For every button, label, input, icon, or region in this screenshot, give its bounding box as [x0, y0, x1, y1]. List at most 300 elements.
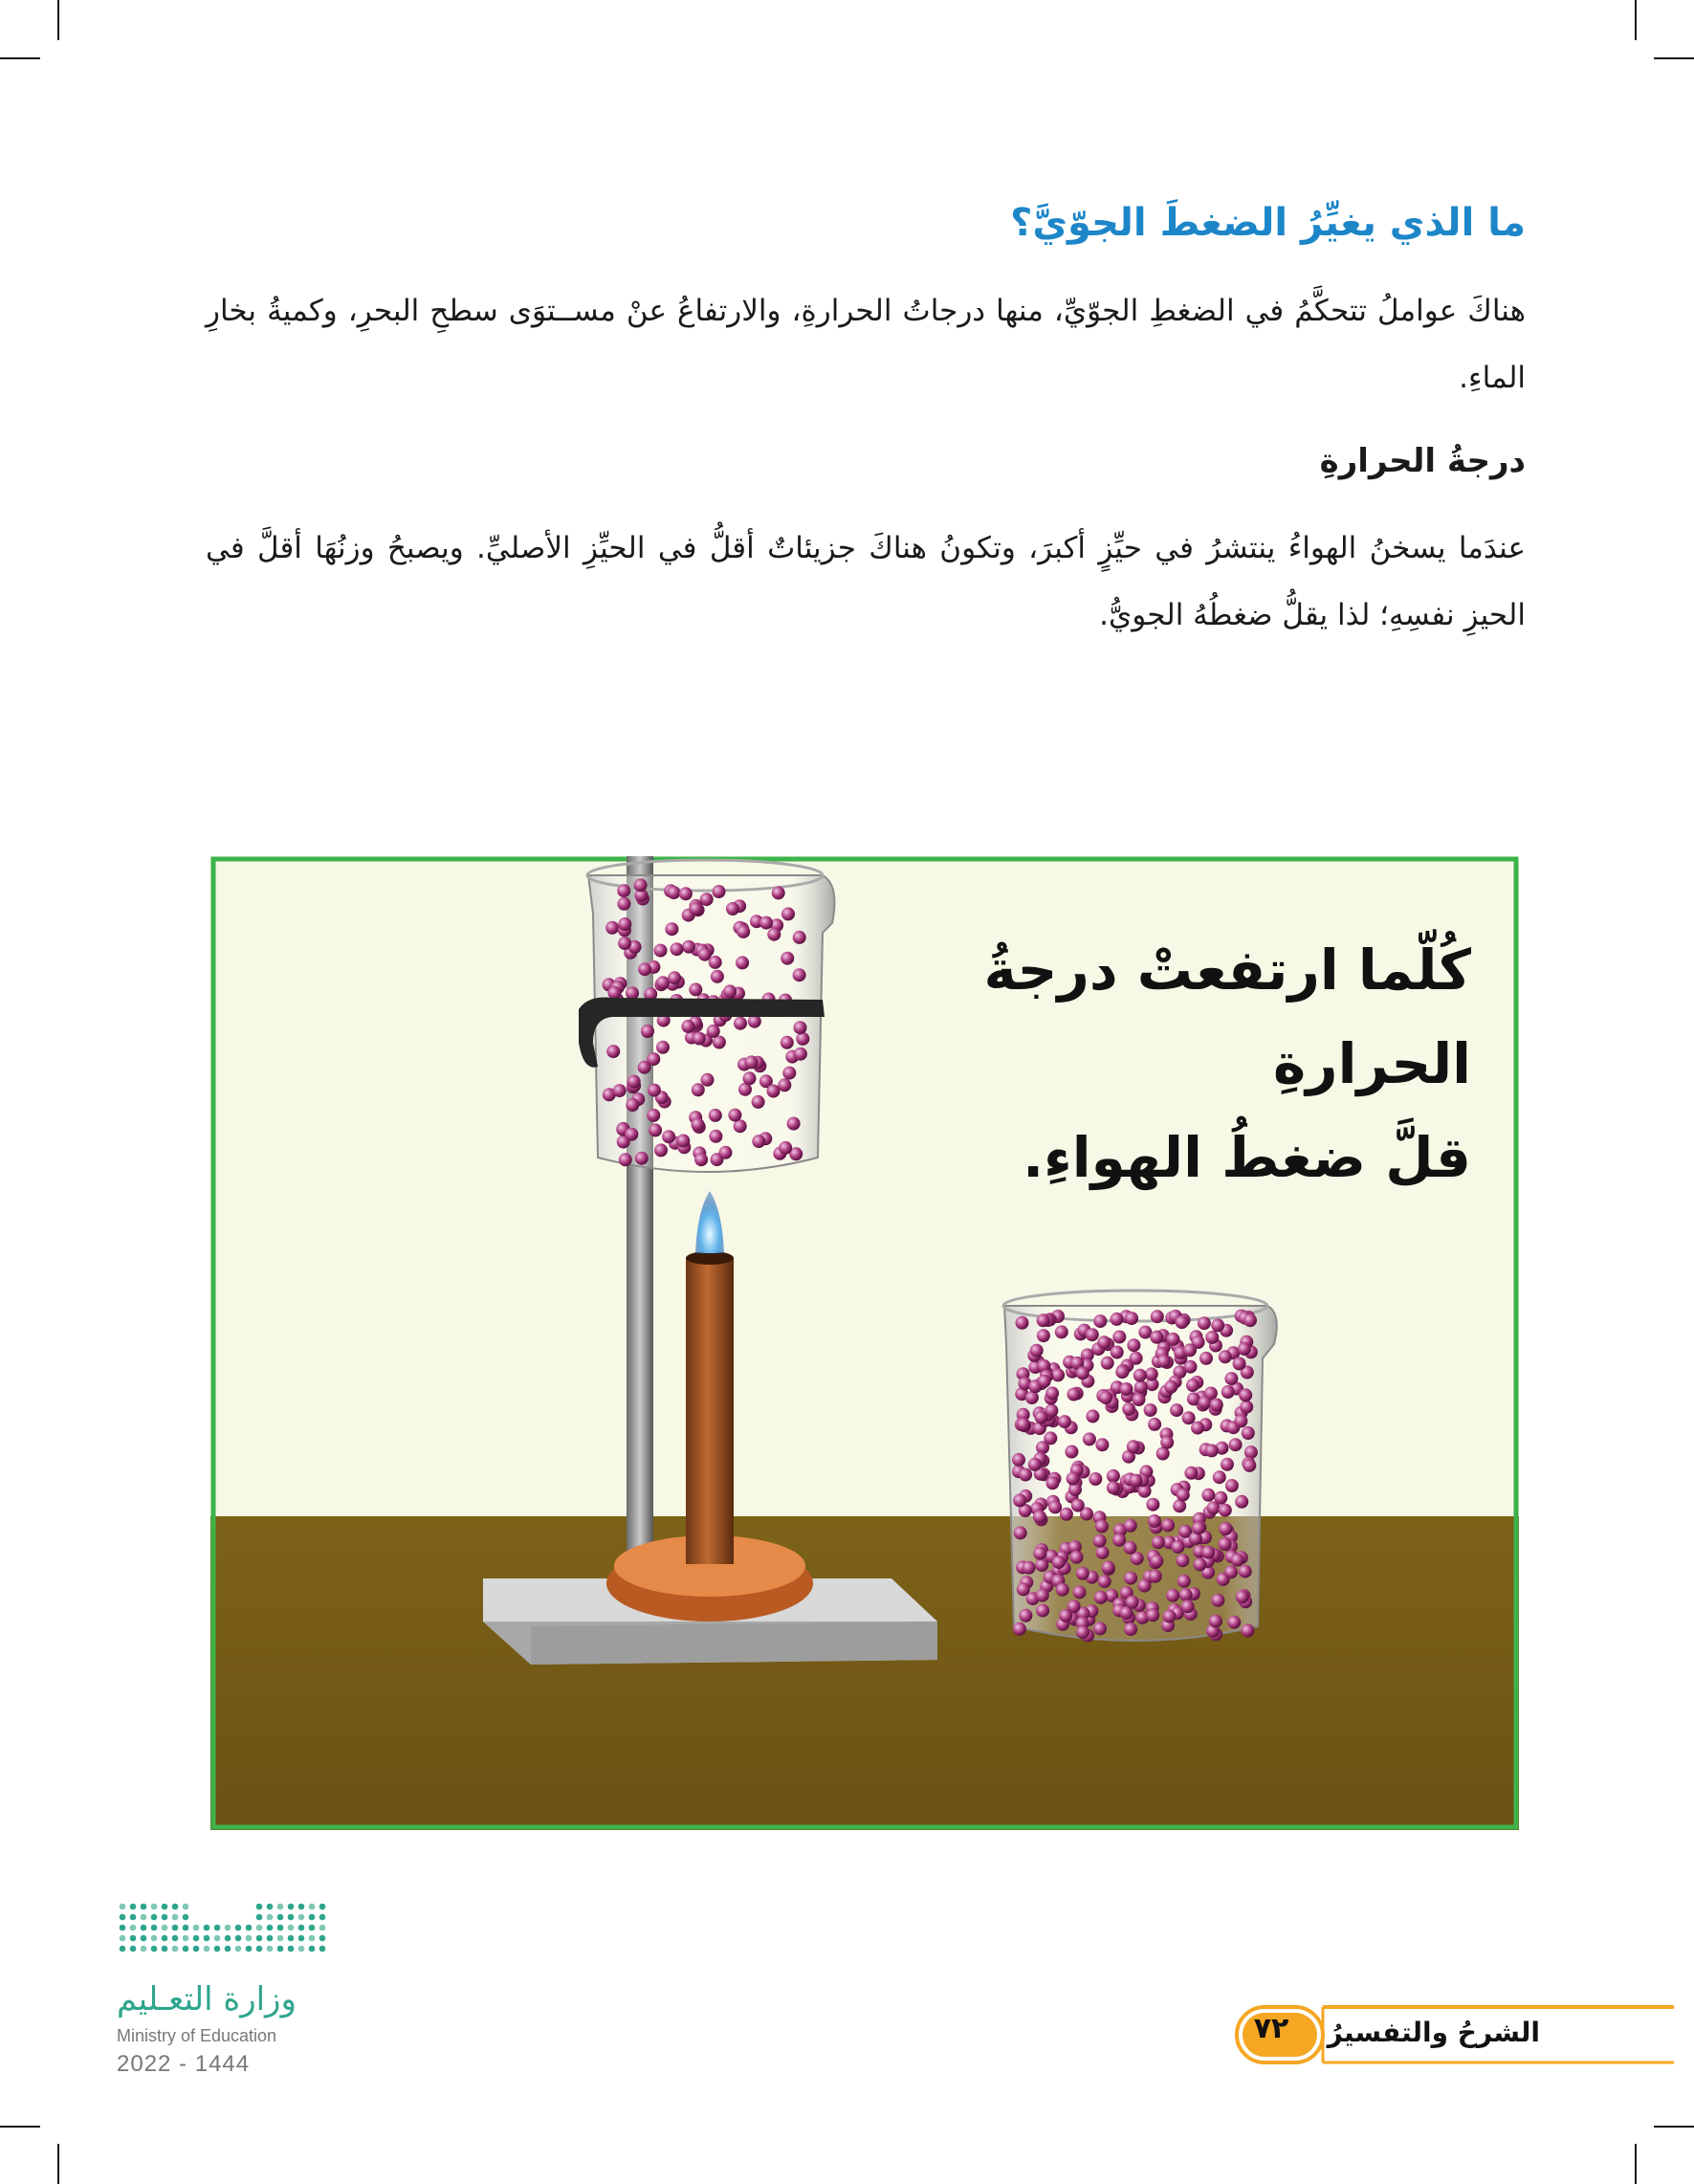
molecule	[1052, 1555, 1066, 1569]
callout-line-1: كُلّما ارتفعتْ درجةُ الحرارةِ	[983, 938, 1471, 1096]
logo-dot	[319, 1925, 326, 1931]
logo-dot	[172, 1946, 179, 1952]
molecule	[1067, 1388, 1081, 1401]
molecule	[1083, 1432, 1096, 1445]
molecule	[1067, 1472, 1080, 1486]
molecule	[1124, 1572, 1137, 1585]
molecule	[1205, 1331, 1219, 1344]
molecule	[1183, 1343, 1197, 1357]
logo-dot	[298, 1946, 305, 1952]
molecule	[1161, 1518, 1175, 1532]
molecule	[1211, 1594, 1224, 1607]
logo-dot	[120, 1904, 126, 1910]
logo-dot	[162, 1935, 168, 1942]
molecule	[1044, 1431, 1057, 1445]
molecule	[1045, 1476, 1059, 1489]
molecule	[1033, 1511, 1046, 1524]
molecule	[1227, 1616, 1241, 1629]
molecule	[1095, 1438, 1109, 1451]
molecule	[679, 887, 693, 900]
logo-dot	[141, 1946, 147, 1952]
molecule	[1120, 1382, 1133, 1396]
logo-dot	[193, 1935, 200, 1942]
molecule	[1016, 1316, 1029, 1330]
molecule	[1094, 1591, 1108, 1604]
logo-dot	[267, 1925, 274, 1931]
molecule	[665, 922, 678, 936]
molecule	[1144, 1403, 1157, 1417]
molecule	[1097, 1335, 1111, 1349]
molecule	[1164, 1380, 1177, 1394]
molecule	[1134, 1380, 1148, 1394]
molecule	[1045, 1386, 1059, 1400]
molecule	[709, 1109, 722, 1122]
logo-dot	[309, 1935, 316, 1942]
molecule	[1086, 1328, 1099, 1341]
molecule	[1150, 1331, 1163, 1344]
molecule	[1198, 1316, 1211, 1330]
logo-dot	[256, 1946, 263, 1952]
molecule	[781, 907, 795, 920]
logo-dot	[309, 1925, 316, 1931]
logo-dot	[277, 1925, 284, 1931]
molecule	[671, 942, 684, 956]
logo-dot	[319, 1914, 326, 1921]
molecule	[1076, 1567, 1089, 1580]
logo-dot	[183, 1925, 189, 1931]
molecule	[1138, 1326, 1152, 1339]
molecule	[1076, 1366, 1089, 1379]
molecule	[1148, 1514, 1161, 1528]
logo-dot	[130, 1914, 137, 1921]
logo-dot	[130, 1946, 137, 1952]
molecule	[1219, 1522, 1232, 1535]
molecule	[626, 986, 639, 1000]
molecule	[723, 984, 737, 998]
molecule	[1221, 1385, 1235, 1399]
logo-dot	[277, 1914, 284, 1921]
logo-dot	[288, 1946, 295, 1952]
molecule	[1112, 1533, 1126, 1547]
molecule	[656, 976, 670, 989]
logo-dot	[246, 1946, 253, 1952]
molecule	[1177, 1575, 1191, 1588]
molecule	[690, 902, 703, 916]
logo-dot	[235, 1935, 242, 1942]
molecule	[1152, 1535, 1165, 1549]
logo-dot	[193, 1925, 200, 1931]
logo-dot	[319, 1935, 326, 1942]
molecule	[728, 1109, 741, 1122]
intro-paragraph: هناكَ عواملُ تتحكَّمُ في الضغطِ الجوّيِّ، منها درجاتُ الحرارةِ، والارتفاعُ عنْ مســتوَى سطحِ البحرِ، وكميةُ بخارِ الماءِ.	[206, 294, 1526, 395]
molecule	[682, 940, 695, 954]
molecule	[1095, 1520, 1109, 1533]
molecule	[1176, 1315, 1189, 1329]
molecule	[1166, 1333, 1179, 1346]
molecule	[719, 1146, 733, 1159]
molecule	[1235, 1495, 1248, 1509]
logo-dot	[225, 1935, 231, 1942]
molecule	[1030, 1344, 1044, 1357]
molecule	[1192, 1521, 1205, 1534]
logo-dot	[151, 1925, 158, 1931]
section-heading: ما الذي يغيِّرُ الضغطَ الجوّيَّ؟	[1010, 201, 1526, 245]
logo-dot	[183, 1904, 189, 1910]
molecule	[1244, 1445, 1258, 1459]
molecule	[1124, 1541, 1137, 1555]
crop-mark	[1635, 0, 1637, 40]
molecule	[1096, 1546, 1110, 1559]
molecule	[638, 962, 651, 976]
molecule	[1242, 1426, 1255, 1440]
crop-mark	[1654, 2126, 1694, 2128]
logo-dot	[309, 1914, 316, 1921]
molecule	[662, 1130, 675, 1143]
molecule	[1037, 1329, 1050, 1342]
molecule	[1133, 1393, 1146, 1406]
logo-dot	[151, 1904, 158, 1910]
logo-dot	[225, 1925, 231, 1931]
logo-dot	[120, 1914, 126, 1921]
molecule	[1093, 1621, 1107, 1635]
logo-dot	[319, 1946, 326, 1952]
molecule	[1184, 1467, 1198, 1480]
logo-dot	[204, 1946, 210, 1952]
molecule	[711, 970, 724, 983]
molecule	[1177, 1489, 1190, 1502]
molecule	[1093, 1534, 1107, 1548]
molecule	[1056, 1583, 1069, 1597]
molecule	[1172, 1540, 1185, 1554]
molecule	[692, 1118, 705, 1132]
logo-dot	[288, 1904, 295, 1910]
ministry-logo-icon	[115, 1899, 335, 1975]
molecule	[1019, 1609, 1032, 1622]
logo-dot	[298, 1925, 305, 1931]
molecule	[1111, 1346, 1124, 1359]
molecule	[1037, 1313, 1050, 1327]
logo-dot	[267, 1914, 274, 1921]
molecule	[1239, 1565, 1252, 1578]
molecule	[1240, 1401, 1253, 1414]
molecule	[736, 956, 749, 969]
molecule	[1243, 1459, 1256, 1472]
molecule	[1148, 1418, 1161, 1431]
molecule	[1236, 1590, 1249, 1603]
molecule	[1199, 1352, 1213, 1365]
logo-dot	[225, 1946, 231, 1952]
molecule	[1028, 1458, 1042, 1471]
logo-dot	[235, 1925, 242, 1931]
molecule	[693, 1032, 706, 1046]
molecule	[1181, 1599, 1195, 1613]
logo-dot	[162, 1904, 168, 1910]
molecule	[1239, 1388, 1252, 1401]
molecule	[1036, 1589, 1049, 1602]
molecule	[726, 902, 739, 916]
logo-dot	[277, 1935, 284, 1942]
molecule	[767, 928, 781, 941]
crop-mark	[1635, 2144, 1637, 2184]
molecule	[1058, 1415, 1071, 1428]
molecule	[1125, 1312, 1138, 1325]
molecule	[1014, 1526, 1027, 1539]
molecule	[1145, 1367, 1158, 1380]
molecule	[1035, 1411, 1048, 1424]
molecule	[681, 1020, 694, 1033]
molecule	[1205, 1444, 1219, 1457]
molecule	[647, 1109, 660, 1122]
molecule	[737, 925, 750, 938]
molecule	[1070, 1551, 1084, 1564]
molecule	[1186, 1379, 1199, 1392]
logo-dot	[120, 1935, 126, 1942]
molecule	[1036, 1604, 1049, 1618]
crop-mark	[57, 0, 59, 40]
molecule	[626, 1098, 639, 1112]
molecule	[617, 884, 630, 897]
molecule	[759, 916, 773, 930]
logo-dot	[204, 1935, 210, 1942]
molecule	[1112, 1331, 1126, 1344]
molecule	[1238, 1342, 1251, 1356]
molecule	[641, 1025, 654, 1038]
molecule	[1160, 1436, 1174, 1449]
logo-dot	[246, 1935, 253, 1942]
molecule	[1017, 1582, 1030, 1596]
molecule	[1126, 1596, 1139, 1609]
logo-dot	[172, 1935, 179, 1942]
logo-dot	[141, 1935, 147, 1942]
heating-air-illustration	[210, 856, 1519, 1830]
molecule	[1098, 1575, 1111, 1588]
molecule	[1163, 1610, 1177, 1623]
molecule	[1194, 1557, 1207, 1571]
ministry-name-english: Ministry of Education	[117, 2026, 277, 2045]
burner-tube	[686, 1258, 734, 1564]
molecule	[1060, 1508, 1073, 1521]
molecule	[1211, 1318, 1224, 1332]
molecule	[1107, 1469, 1120, 1483]
molecule	[676, 1135, 690, 1148]
molecule	[656, 1041, 670, 1054]
cool-beaker	[1003, 1291, 1277, 1643]
logo-dot	[183, 1946, 189, 1952]
callout-line-2: قلَّ ضغطُ الهواءِ.	[1023, 1125, 1471, 1190]
molecule	[605, 921, 619, 935]
molecule	[1219, 1504, 1232, 1517]
molecule	[1099, 1391, 1112, 1404]
molecule	[1013, 1622, 1026, 1636]
molecule	[619, 1153, 632, 1166]
molecule	[745, 1055, 759, 1069]
molecule	[1076, 1625, 1089, 1639]
molecule	[1068, 1483, 1082, 1496]
logo-dot	[172, 1904, 179, 1910]
logo-dot	[193, 1946, 200, 1952]
molecule	[1138, 1579, 1152, 1593]
logo-dot	[120, 1946, 126, 1952]
logo-dot	[120, 1925, 126, 1931]
molecule	[1150, 1555, 1163, 1568]
molecule	[1038, 1375, 1051, 1388]
molecule	[1017, 1418, 1030, 1431]
molecule	[1176, 1554, 1189, 1567]
logo-dot	[183, 1914, 189, 1921]
molecule	[743, 1071, 757, 1085]
molecule	[607, 986, 621, 1000]
logo-dot	[162, 1946, 168, 1952]
molecule	[1191, 1422, 1204, 1435]
molecule	[1149, 1570, 1162, 1583]
body-paragraph: عندَما يسخنُ الهواءُ ينتشرُ في حيِّزٍ أكبرَ، وتكونُ هناكَ جزيئاتٌ أقلُّ في الحيِّزِ الأصليِّ. ويصبحُ وزنُهَا أقلَّ في الحيزِ نفسِهِ؛ لذا يقلُّ ضغطُهُ الجويُّ.	[206, 531, 1526, 632]
molecule	[1241, 1624, 1254, 1638]
molecule	[635, 1152, 649, 1165]
logo-dot	[141, 1914, 147, 1921]
molecule	[734, 1017, 747, 1030]
molecule	[634, 878, 648, 892]
molecule	[1146, 1498, 1159, 1511]
molecule	[606, 1045, 620, 1058]
molecule	[654, 1143, 668, 1157]
molecule	[1201, 1489, 1215, 1502]
molecule	[1219, 1350, 1232, 1363]
molecule	[1065, 1445, 1078, 1459]
logo-dot	[309, 1946, 316, 1952]
molecule	[692, 1083, 705, 1096]
logo-dot	[277, 1946, 284, 1952]
molecule	[613, 1084, 627, 1097]
molecule	[1102, 1561, 1115, 1575]
molecule	[713, 885, 726, 898]
molecule	[1225, 1479, 1239, 1492]
logo-dot	[319, 1904, 326, 1910]
logo-dot	[214, 1925, 221, 1931]
molecule	[1130, 1352, 1143, 1365]
molecule	[1086, 1409, 1099, 1423]
logo-dot	[298, 1935, 305, 1942]
molecule	[1073, 1585, 1087, 1599]
logo-dot	[256, 1935, 263, 1942]
molecule	[1224, 1372, 1238, 1385]
logo-dot	[183, 1935, 189, 1942]
molecule	[648, 1084, 661, 1097]
table-surface	[210, 1516, 1519, 1830]
logo-dot	[267, 1946, 274, 1952]
molecule	[1233, 1357, 1246, 1371]
molecule	[767, 1085, 781, 1098]
molecule	[1229, 1438, 1243, 1451]
molecule	[1182, 1411, 1196, 1424]
molecule	[701, 1073, 715, 1087]
logo-dot	[151, 1935, 158, 1942]
molecule	[1213, 1470, 1226, 1484]
logo-dot	[214, 1946, 221, 1952]
logo-dot	[162, 1925, 168, 1931]
molecule	[1124, 1622, 1137, 1636]
logo-dot	[256, 1904, 263, 1910]
logo-dot	[151, 1946, 158, 1952]
molecule	[772, 886, 785, 899]
logo-dot	[172, 1914, 179, 1921]
molecule	[1209, 1615, 1222, 1628]
edition-year: 2022 - 1444	[117, 2051, 251, 2077]
molecule	[689, 982, 702, 996]
molecule	[709, 1130, 722, 1143]
molecule	[1101, 1357, 1114, 1370]
molecule	[1051, 1368, 1065, 1381]
molecule	[1133, 1369, 1147, 1382]
molecule	[1201, 1546, 1215, 1559]
logo-dot	[288, 1935, 295, 1942]
molecule	[667, 886, 680, 899]
logo-dot	[204, 1925, 210, 1931]
molecule	[1033, 1547, 1046, 1560]
molecule	[625, 1128, 638, 1141]
molecule	[1013, 1494, 1026, 1508]
molecule	[1210, 1399, 1223, 1412]
logo-dot	[256, 1925, 263, 1931]
crop-mark	[0, 2126, 40, 2128]
molecule	[707, 1025, 720, 1038]
molecule	[1199, 1396, 1212, 1409]
molecule	[1179, 1588, 1193, 1601]
molecule	[1219, 1537, 1232, 1551]
crop-mark	[0, 57, 40, 59]
logo-dot	[256, 1914, 263, 1921]
molecule	[1127, 1440, 1140, 1453]
molecule	[1122, 1402, 1135, 1416]
page-number: ٧٢	[1253, 2012, 1289, 2045]
molecule	[1012, 1453, 1025, 1467]
molecule	[647, 1052, 660, 1066]
logo-dot	[130, 1904, 137, 1910]
molecule	[1146, 1608, 1159, 1621]
molecule	[1170, 1403, 1183, 1417]
logo-dot	[277, 1904, 284, 1910]
logo-dot	[162, 1914, 168, 1921]
molecule	[1221, 1458, 1234, 1471]
logo-dot	[141, 1925, 147, 1931]
logo-dot	[267, 1935, 274, 1942]
molecule	[1059, 1609, 1072, 1622]
molecule	[1055, 1325, 1068, 1338]
molecule	[1107, 1481, 1120, 1494]
molecule	[1093, 1314, 1107, 1328]
molecule	[1166, 1589, 1179, 1602]
logo-dot	[309, 1904, 316, 1910]
molecule	[1127, 1338, 1140, 1352]
molecule	[1243, 1313, 1257, 1327]
logo-dot	[151, 1914, 158, 1921]
molecule	[668, 971, 681, 984]
subheading: درجةُ الحرارةِ	[1319, 442, 1526, 480]
molecule	[1207, 1501, 1221, 1514]
crop-mark	[57, 2144, 59, 2184]
logo-dot	[288, 1914, 295, 1921]
logo-dot	[235, 1946, 242, 1952]
molecule	[1089, 1472, 1102, 1486]
molecule	[1157, 1355, 1171, 1368]
logo-dot	[298, 1904, 305, 1910]
molecule	[709, 956, 722, 969]
logo-dot	[288, 1925, 295, 1931]
logo-dot	[267, 1904, 274, 1910]
molecule	[649, 1123, 662, 1136]
logo-dot	[141, 1904, 147, 1910]
molecule	[1130, 1474, 1143, 1488]
molecule	[1231, 1554, 1244, 1567]
